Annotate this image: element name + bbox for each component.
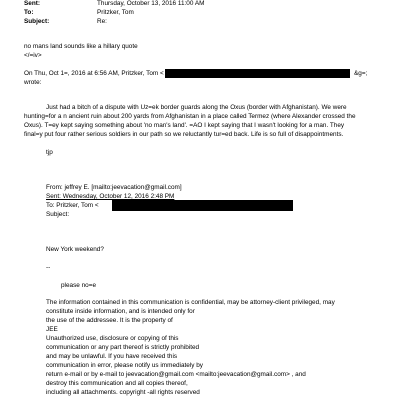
- disclaimer-line: and may be unlawful. If you have received this: [46, 353, 178, 360]
- disclaimer-line: including all attachments. copyright -all rights reserved: [46, 389, 200, 396]
- sent-label: Sent:: [24, 0, 40, 7]
- quote-body-line: Just had a bitch of a dispute with Uz=ek border guards along the Oxus (border with Afghanistan). We were: [46, 104, 347, 111]
- to-value: Pritzker, Tom: [97, 9, 134, 16]
- disclaimer-line: The information contained in this communication is confidential, may be attorney-client privileged, may: [46, 299, 335, 306]
- quote-body-line: hunting=for a n ancient ruin about 200 yards from Afghanistan in a place called Termez (where Alexander crossed the: [24, 113, 356, 120]
- disclaimer-line: communication in error, please notify us immediately by: [46, 362, 203, 369]
- quote2-body: New York weekend?: [46, 246, 104, 253]
- quote-body-line: Oxus). T=ey kept saying something about 'no man's land'. =AO I kept saying that I wasn't looking for a man. They: [24, 122, 345, 129]
- to-label: To:: [24, 9, 34, 16]
- disclaimer-line: destroy this communication and all copies thereof,: [46, 380, 188, 387]
- disclaimer-line: communication or any part thereof is strictly prohibited: [46, 344, 200, 351]
- disclaimer-line: return e-mail or by e-mail to jeevacation@gmail.com <mailto:jeevacation@gmail.com> , and: [46, 371, 306, 378]
- disclaimer-line: constitute inside information, and is intended only for: [46, 308, 195, 315]
- disclaimer-line: JEE: [46, 326, 58, 333]
- quote2-body-2: please no=e: [61, 282, 97, 289]
- quote-intro-end: &g=;: [354, 70, 368, 77]
- disclaimer-line: the use of the addressee. It is the property of: [46, 317, 173, 324]
- disclaimer-line: Unauthorized use, disclosure or copying of this: [46, 335, 179, 342]
- reply-line-2: </=iv>: [24, 52, 42, 59]
- quote2-from: From: jeffrey E. [mailto:jeevacation@gmail.com]: [46, 184, 182, 191]
- subject-label: Subject:: [24, 18, 50, 25]
- quote-body-line: final=y put four rather serious soldiers in our path so we reluctantly tur=ed back. Life is so full of disappointments.: [24, 131, 344, 138]
- quote-intro: On Thu, Oct 1=, 2016 at 6:56 AM, Pritzker, Tom <: [24, 70, 164, 77]
- sent-value: Thursday, October 13, 2016 11:00 AM: [97, 0, 205, 7]
- reply-line-1: no mans land sounds like a hillary quote: [24, 43, 138, 50]
- quote-signoff: tjp: [46, 149, 53, 156]
- quote2-dash: --: [46, 264, 51, 271]
- quote-intro-wrote: wrote:: [24, 79, 42, 86]
- redaction-bar: [165, 69, 350, 78]
- quote2-sent: Sent: Wednesday, October 12, 2016 2:48 PM: [46, 193, 175, 200]
- quote2-to: To: Pritzker, Tom <: [46, 202, 99, 209]
- quote2-subject: Subject:: [46, 211, 70, 218]
- subject-value: Re:: [97, 18, 107, 25]
- redaction-bar: [112, 200, 293, 211]
